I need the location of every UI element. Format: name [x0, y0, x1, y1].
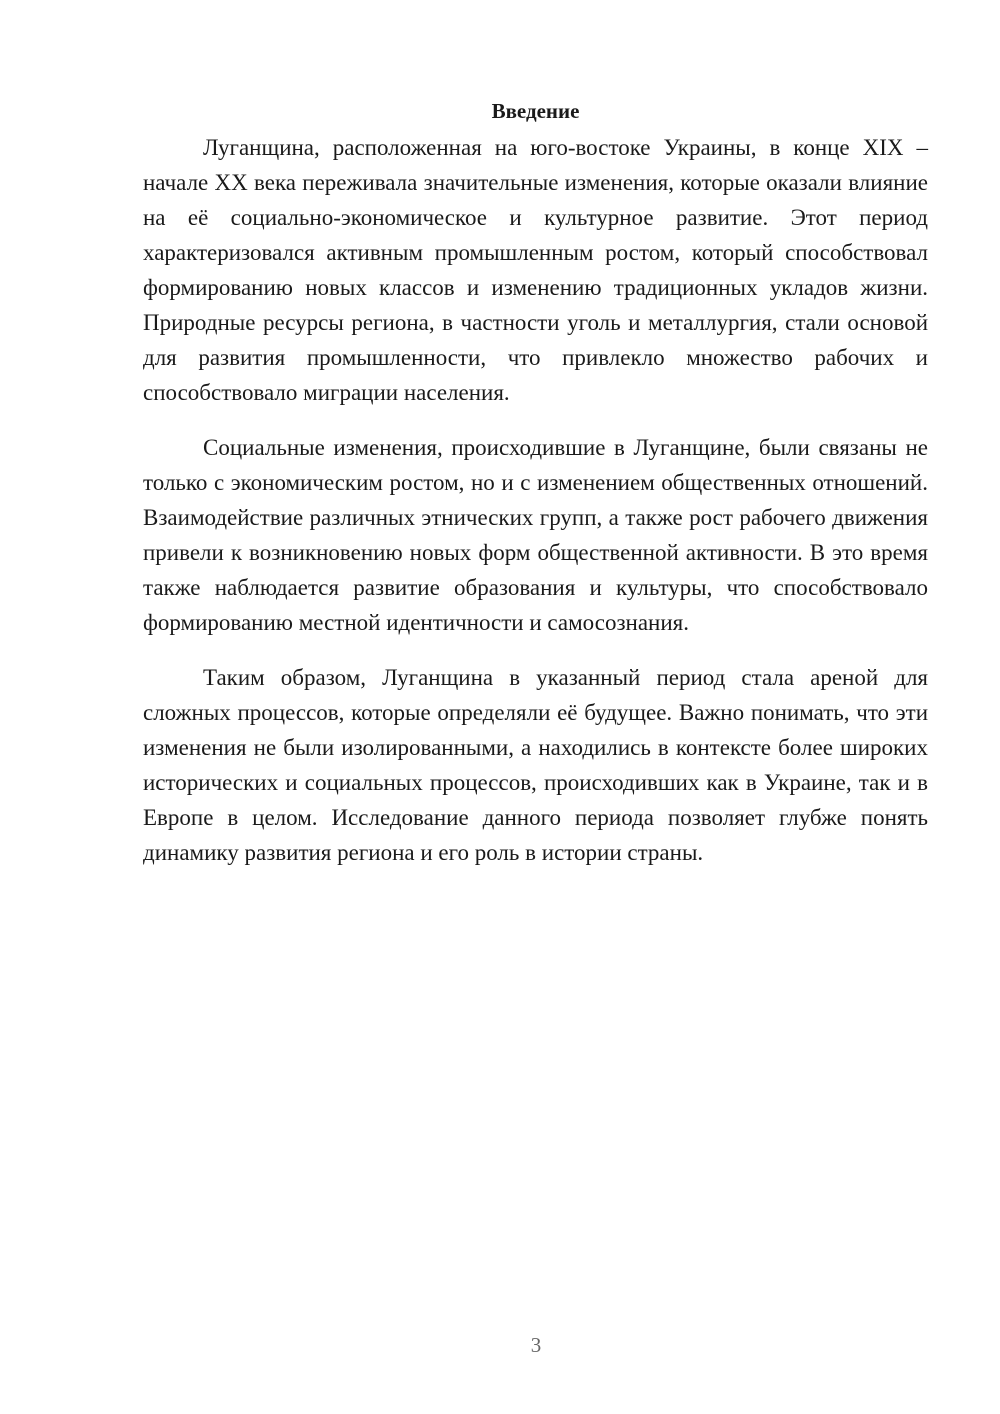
paragraph-3: Таким образом, Луганщина в указанный период стала ареной для сложных процессов, которые определяли её будущее. Важно понимать, что эти изменения не были изолированными, а находились в контексте более широких исторических и социальных процессов, происходивших как в Украине, так и в Европе в целом. Исследование данного периода позволяет глубже понять динамику развития региона и его роль в истории страны. [143, 665, 928, 865]
page-content [143, 96, 928, 870]
section-heading: Введение [491, 99, 580, 123]
paragraph-1: Луганщина, расположенная на юго-востоке Украины, в конце XIX – начале XX века переживала значительные изменения, которые оказали влияние на её социально-экономическое и культурное развитие. Этот период характеризовался активным промышленным ростом, который способствовал формированию новых классов и изменению традиционных укладов жизни. Природные ресурсы региона, в частности уголь и металлургия, стали основой для развития промышленности, что привлекло множество рабочих и способствовало миграции населения. [143, 135, 928, 405]
paragraph-2: Социальные изменения, происходившие в Луганщине, были связаны не только с экономическим ростом, но и с изменением общественных отношений. Взаимодействие различных этнических групп, а также рост рабочего движения привели к возникновению новых форм общественной активности. В это время также наблюдается развитие образования и культуры, что способствовало формированию местной идентичности и самосознания. [143, 435, 928, 635]
page-number: 3 [530, 1333, 542, 1357]
